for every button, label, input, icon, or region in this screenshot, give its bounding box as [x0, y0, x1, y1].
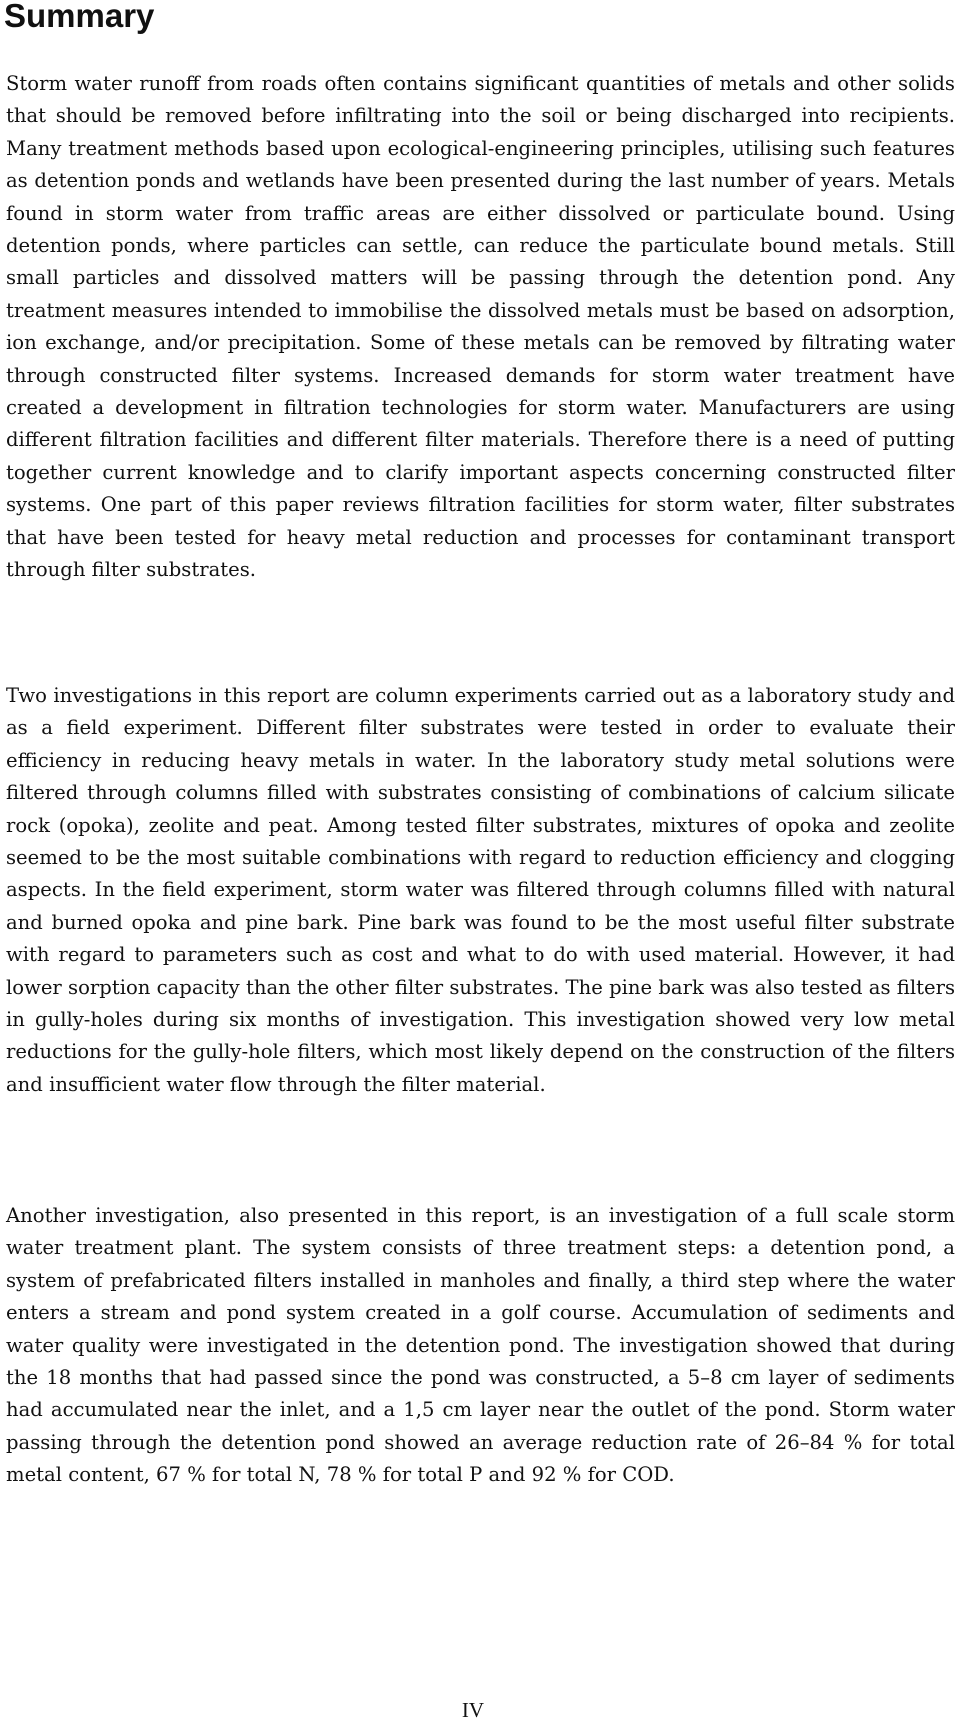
page-number: IV	[461, 1698, 485, 1722]
summary-paragraph-3: Another investigation, also presented in this report, is an investigation of a full scale storm water treatment plant. The system consists of three treatment steps: a detention pond, a system of prefabricated filters installed in manholes and finally, a third step where the water enters a stream and pond system created in a golf course. Accumulation of sediments and water quality were investigated in the detention pond. The investigation showed that during the 18 months that had passed since the pond was constructed, a 5–8 cm layer of sediments had accumulated near the inlet, and a 1,5 cm layer near the outlet of the pond. Storm water passing through the detention pond showed an average reduction rate of 26–84 % for total metal content, 67 % for total N, 78 % for total P and 92 % for COD.	[6, 1204, 955, 1487]
summary-paragraph-1: Storm water runoff from roads often contains significant quantities of metals and other solids that should be removed before infiltrating into the soil or being discharged into recipients. Many treatment methods based upon ecological-engineering principles, utilising such features as detention ponds and wetlands have been presented during the last number of years. Metals found in storm water from traffic areas are either dissolved or particulate bound. Using detention ponds, where particles can settle, can reduce the particulate bound metals. Still small particles and dissolved matters will be passing through the detention pond. Any treatment measures intended to immobilise the dissolved metals must be based on adsorption, ion exchange, and/or precipitation. Some of these metals can be removed by filtrating water through constructed filter systems. Increased demands for storm water treatment have created a development in filtration technologies for storm water. Manufacturers are using different filtration facilities and different filter materials. Therefore there is a need of putting together current knowledge and to clarify important aspects concerning constructed filter systems. One part of this paper reviews filtration facilities for storm water, filter substrates that have been tested for heavy metal reduction and processes for contaminant transport through filter substrates.	[6, 72, 955, 582]
summary-paragraph-2: Two investigations in this report are column experiments carried out as a laboratory study and as a field experiment. Different filter substrates were tested in order to evaluate their efficiency in reducing heavy metals in water. In the laboratory study metal solutions were filtered through columns filled with substrates consisting of combinations of calcium silicate rock (opoka), zeolite and peat. Among tested filter substrates, mixtures of opoka and zeolite seemed to be the most suitable combinations with regard to reduction efficiency and clogging aspects. In the field experiment, storm water was filtered through columns filled with natural and burned opoka and pine bark. Pine bark was found to be the most useful filter substrate with regard to parameters such as cost and what to do with used material. However, it had lower sorption capacity than the other filter substrates. The pine bark was also tested as filters in gully-holes during six months of investigation. This investigation showed very low metal reductions for the gully-hole filters, which most likely depend on the construction of the filters and insufficient water flow through the filter material.	[6, 684, 955, 1096]
page-title: Summary	[4, 0, 155, 34]
